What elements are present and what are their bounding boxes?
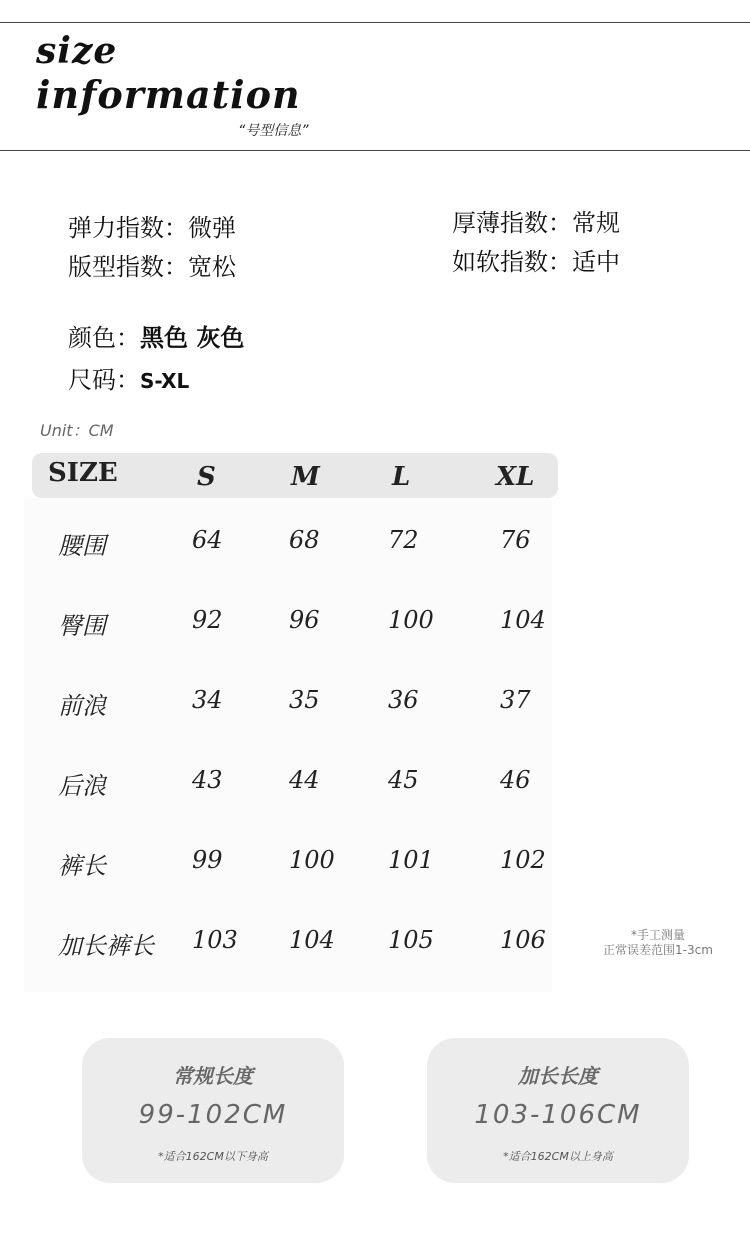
table-cell: 100	[388, 606, 434, 634]
measurement-note-line1: *手工测量	[630, 928, 685, 942]
card-regular-note: *适合162CM以下身高	[158, 1150, 268, 1163]
attr-thickness-value: 常规	[572, 209, 620, 237]
table-cell: 101	[388, 846, 434, 874]
table-cell: 96	[289, 606, 320, 634]
card-regular-title: 常规长度	[173, 1064, 253, 1088]
card-regular-value: 99-102CM	[138, 1100, 288, 1130]
attr-softness-label: 如软指数：	[452, 248, 572, 276]
table-cell: 64	[192, 526, 223, 554]
row-label-long-length: 加长裤长	[58, 932, 154, 960]
table-cell: 43	[192, 766, 223, 794]
header-cell-s: S	[197, 462, 216, 492]
attr-size	[68, 360, 189, 395]
attr-softness	[452, 242, 620, 277]
table-cell: 45	[388, 766, 419, 794]
card-long-value: 103-106CM	[474, 1100, 642, 1130]
page-subtitle: “号型信息”	[238, 123, 309, 139]
table-cell: 103	[192, 926, 238, 954]
attr-elasticity-value: 微弹	[188, 214, 236, 242]
measurement-note-line2: 正常误差范围1-3cm	[603, 943, 713, 957]
header-divider	[0, 150, 750, 151]
table-cell: 76	[500, 526, 531, 554]
header-cell-size: SIZE	[48, 458, 118, 488]
attr-fit	[68, 247, 236, 282]
attr-elasticity-label: 弹力指数：	[68, 214, 188, 242]
card-long-length	[427, 1038, 689, 1183]
row-label-back-rise: 后浪	[58, 772, 106, 800]
table-cell: 99	[192, 846, 223, 874]
attr-thickness	[452, 203, 620, 238]
table-cell: 72	[388, 526, 419, 554]
header-cell-xl: XL	[496, 462, 535, 492]
measurement-note	[588, 928, 728, 958]
attr-size-label: 尺码：	[68, 366, 140, 394]
table-cell: 100	[289, 846, 335, 874]
card-regular-length	[82, 1038, 344, 1183]
attr-color	[68, 318, 244, 353]
size-table-background	[24, 498, 552, 992]
table-cell: 34	[192, 686, 223, 714]
table-cell: 46	[500, 766, 531, 794]
attr-softness-value: 适中	[572, 248, 620, 276]
card-long-note: *适合162CM以上身高	[503, 1150, 613, 1163]
table-cell: 105	[388, 926, 434, 954]
table-cell: 104	[500, 606, 546, 634]
table-cell: 68	[289, 526, 320, 554]
attr-color-label: 颜色：	[68, 324, 140, 352]
row-label-front-rise: 前浪	[58, 692, 106, 720]
header-cell-m: M	[291, 462, 320, 492]
table-cell: 35	[289, 686, 320, 714]
table-cell: 44	[289, 766, 320, 794]
card-long-title: 加长长度	[518, 1064, 598, 1088]
top-divider	[0, 22, 750, 23]
row-label-length: 裤长	[58, 852, 106, 880]
attr-elasticity	[68, 208, 236, 243]
row-label-hip: 臀围	[58, 612, 106, 640]
attr-thickness-label: 厚薄指数：	[452, 209, 572, 237]
table-cell: 36	[388, 686, 419, 714]
title-line-1: size	[36, 30, 118, 72]
attr-fit-value: 宽松	[188, 253, 236, 281]
table-cell: 106	[500, 926, 546, 954]
table-cell: 37	[500, 686, 531, 714]
attr-size-value: S-XL	[140, 369, 190, 393]
table-cell: 102	[500, 846, 546, 874]
table-cell: 92	[192, 606, 223, 634]
row-label-waist: 腰围	[58, 532, 106, 560]
header-cell-l: L	[392, 462, 411, 492]
attr-color-value: 黑色 灰色	[140, 324, 245, 352]
attr-fit-label: 版型指数：	[68, 253, 188, 281]
title-line-2: information	[36, 72, 301, 117]
table-cell: 104	[289, 926, 335, 954]
unit-label: Unit：CM	[40, 421, 114, 440]
